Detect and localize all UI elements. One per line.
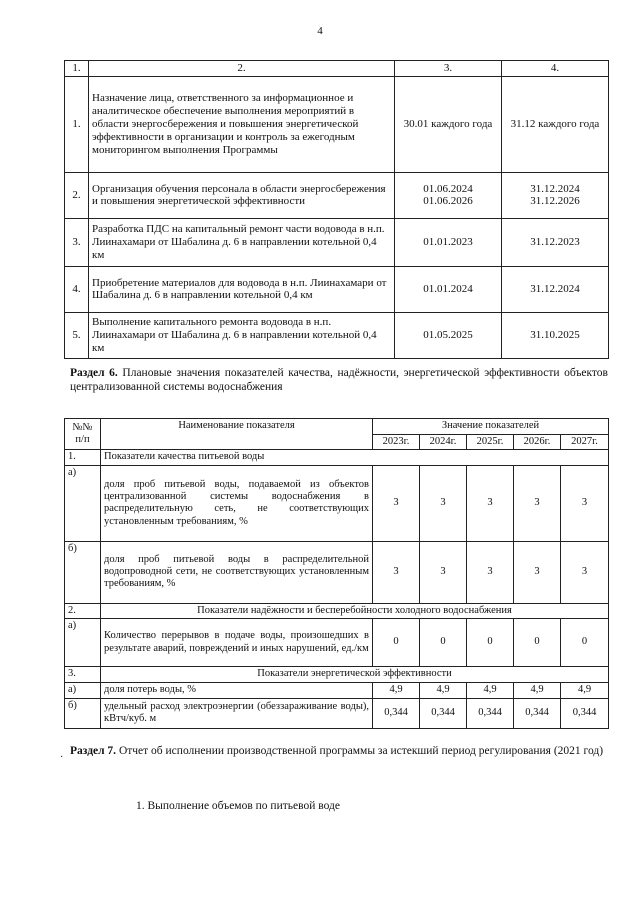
value-cell: 0	[373, 619, 420, 667]
table-row	[65, 266, 609, 312]
value-cell: 0,344	[514, 698, 561, 728]
table-header-row	[65, 419, 609, 435]
group-row	[65, 450, 609, 465]
indicator-name: Количество перерывов в подаче воды, произошедших в результате аварий, повреждений и иных нарушений, ед./км	[101, 619, 373, 667]
activity-name: Приобретение материалов для водовода в н.п. Лиинахамари от Шабалина д. 6 в направлении котельной 0,4 км	[89, 266, 395, 312]
row-number: 3.	[65, 218, 89, 266]
start-date: 30.01 каждого года	[395, 76, 502, 172]
row-number: 1.	[65, 76, 89, 172]
value-cell: 0,344	[561, 698, 609, 728]
value-cell: 0	[561, 619, 609, 667]
value-cell: 0,344	[467, 698, 514, 728]
indicator-name: доля проб питьевой воды, подаваемой из объектов централизованной системы водоснабжения в распределительную сеть, не соответствующих установленным требованиям, %	[101, 465, 373, 541]
table-row	[65, 698, 609, 728]
value-cell: 3	[373, 541, 420, 603]
row-number: а)	[65, 465, 101, 541]
end-date: 31.12 каждого года	[502, 76, 609, 172]
section-7-heading	[70, 744, 608, 758]
row-number: 2.	[65, 172, 89, 218]
activity-name: Назначение лица, ответственного за информационное и аналитическое обеспечение выполнения мероприятий в области энергосбережения и повышения энергетической эффективности в организации и контроль за ежегодным мониторингом выполнения Программы	[89, 76, 395, 172]
table-row	[65, 619, 609, 667]
value-cell: 4,9	[514, 682, 561, 698]
activities-table	[64, 60, 609, 359]
subsection-heading: 1. Выполнение объемов по питьевой воде	[136, 800, 340, 812]
value-cell: 0	[467, 619, 514, 667]
start-date: 01.01.2024	[395, 266, 502, 312]
group-number: 1.	[65, 450, 101, 465]
section-label: Раздел 7.	[70, 745, 117, 757]
activity-name: Организация обучения персонала в области энергосбережения и повышения энергетической эффективности	[89, 172, 395, 218]
start-date: 01.05.2025	[395, 312, 502, 358]
value-cell: 3	[420, 541, 467, 603]
table-header-row	[65, 61, 609, 77]
year-cell: 2023г.	[373, 435, 420, 450]
section-6-heading	[70, 366, 608, 395]
value-cell: 4,9	[467, 682, 514, 698]
table-row	[65, 76, 609, 172]
row-number: а)	[65, 619, 101, 667]
group-row	[65, 667, 609, 682]
end-date: 31.10.2025	[502, 312, 609, 358]
section-text: Отчет об исполнении производственной программы за истекший период регулирования (2021 год)	[118, 745, 604, 757]
indicators-table	[64, 418, 609, 729]
header-cell: 4.	[502, 61, 609, 77]
value-cell: 4,9	[420, 682, 467, 698]
header-cell: 3.	[395, 61, 502, 77]
year-cell: 2025г.	[467, 435, 514, 450]
indicator-name: доля потерь воды, %	[101, 682, 373, 698]
year-cell: 2024г.	[420, 435, 467, 450]
header-cell: 2.	[89, 61, 395, 77]
indicator-name: удельный расход электроэнергии (обеззараживание воды), кВтч/куб. м	[101, 698, 373, 728]
group-row	[65, 603, 609, 618]
group-number: 2.	[65, 603, 101, 618]
year-cell: 2026г.	[514, 435, 561, 450]
value-cell: 0,344	[373, 698, 420, 728]
table-row	[65, 465, 609, 541]
section-text: Плановые значения показателей качества, надёжности, энергетической эффективности объектов централизованной системы водоснабжения	[70, 367, 608, 394]
activity-name: Выполнение капитального ремонта водовода в н.п. Лиинахамари от Шабалина д. 6 в направлении котельной 0,4 км	[89, 312, 395, 358]
table-row	[65, 218, 609, 266]
group-number: 3.	[65, 667, 101, 682]
value-cell: 3	[467, 541, 514, 603]
value-cell: 3	[514, 541, 561, 603]
value-cell: 3	[561, 465, 609, 541]
year-cell: 2027г.	[561, 435, 609, 450]
row-number: 5.	[65, 312, 89, 358]
group-title: Показатели качества питьевой воды	[101, 450, 609, 465]
header-cell: 1.	[65, 61, 89, 77]
value-cell: 3	[373, 465, 420, 541]
value-cell: 3	[420, 465, 467, 541]
end-date: 31.12.2024	[502, 266, 609, 312]
value-cell: 3	[514, 465, 561, 541]
value-cell: 0	[514, 619, 561, 667]
row-number: а)	[65, 682, 101, 698]
value-cell: 3	[561, 541, 609, 603]
value-cell: 0,344	[420, 698, 467, 728]
group-title: Показатели энергетической эффективности	[101, 667, 609, 682]
end-date: 31.12.2023	[502, 218, 609, 266]
section-label: Раздел 6.	[70, 367, 118, 379]
value-cell: 3	[467, 465, 514, 541]
col-name-header: Наименование показателя	[101, 419, 373, 450]
table-row	[65, 541, 609, 603]
start-date: 01.06.2024 01.06.2026	[395, 172, 502, 218]
value-cell: 0	[420, 619, 467, 667]
row-number: б)	[65, 541, 101, 603]
table-row	[65, 172, 609, 218]
margin-mark: ·	[60, 752, 64, 763]
table-row	[65, 312, 609, 358]
value-cell: 4,9	[373, 682, 420, 698]
col-values-header: Значение показателей	[373, 419, 609, 435]
page-number: 4	[317, 25, 323, 37]
start-date: 01.01.2023	[395, 218, 502, 266]
indicator-name: доля проб питьевой воды в распределительной водопроводной сети, не соответствующих установленным требованиям, %	[101, 541, 373, 603]
table-row	[65, 682, 609, 698]
row-number: б)	[65, 698, 101, 728]
end-date: 31.12.2024 31.12.2026	[502, 172, 609, 218]
activity-name: Разработка ПДС на капитальный ремонт части водовода в н.п. Лиинахамари от Шабалина д. 6 в направлении котельной 0,4 км	[89, 218, 395, 266]
row-number: 4.	[65, 266, 89, 312]
group-title: Показатели надёжности и бесперебойности холодного водоснабжения	[101, 603, 609, 618]
col-num-header: №№ п/п	[65, 419, 101, 450]
value-cell: 4,9	[561, 682, 609, 698]
